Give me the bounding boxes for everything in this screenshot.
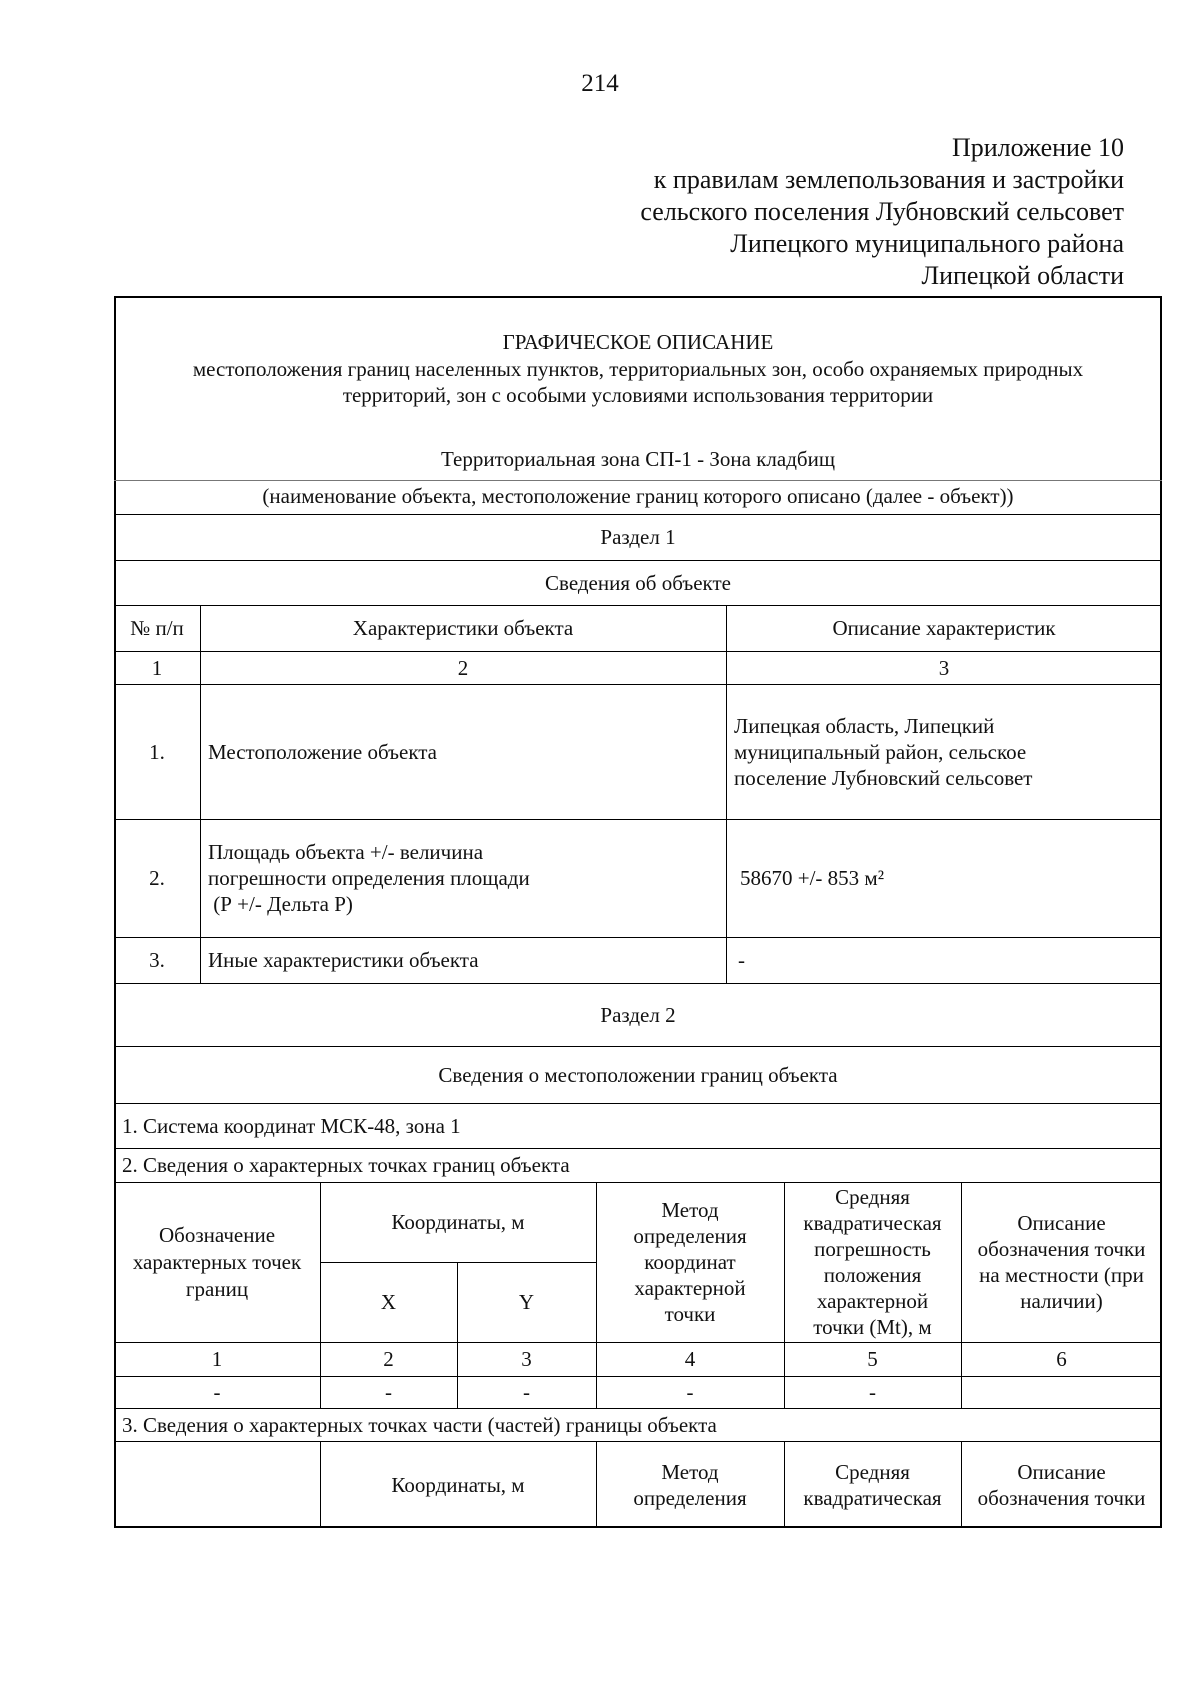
cell-line: погрешности определения площади — [208, 866, 530, 890]
object-note: (наименование объекта, местоположение границ которого описано (далее - объект)) — [262, 484, 1014, 508]
characteristic-cell — [200, 819, 726, 937]
column-number: 6 — [1056, 1347, 1067, 1371]
description-cell — [726, 937, 1162, 983]
column-number: 2 — [457, 655, 469, 680]
header-line: на местности (при — [979, 1263, 1144, 1287]
header-line: координат — [644, 1250, 736, 1274]
header-line: Метод — [661, 1198, 719, 1222]
section-subtitle: Сведения о местоположении границ объекта — [438, 1062, 838, 1087]
table-cell: - — [523, 1380, 530, 1404]
header-line: Описание — [1017, 1459, 1106, 1484]
parts-heading: 3. Сведения о характерных точках части (частей) границы объекта — [122, 1412, 717, 1437]
column-number: 3 — [521, 1347, 532, 1371]
description-cell — [726, 684, 1162, 819]
appendix-line: Липецкого муниципального района — [730, 229, 1124, 258]
row-number: 1. — [149, 739, 165, 764]
characteristic-cell — [200, 937, 726, 983]
column-header: № п/п — [130, 616, 184, 640]
cell-line: 58670 +/- 853 м² — [740, 866, 885, 890]
form-subtitle: местоположения границ населенных пунктов, территориальных зон, особо охраняемых природных — [192, 357, 1084, 381]
table-cell: - — [869, 1380, 876, 1404]
header-line: границ — [185, 1276, 249, 1301]
column-number: 4 — [684, 1347, 696, 1371]
column-header-x: X — [380, 1290, 397, 1314]
header-line: Описание — [1017, 1211, 1106, 1235]
column-header-method — [596, 1182, 784, 1342]
header-line: Обозначение — [158, 1222, 276, 1247]
form-title: ГРАФИЧЕСКОЕ ОПИСАНИЕ — [502, 330, 774, 354]
header-line: характерных точек — [132, 1249, 302, 1274]
cell-line: - — [738, 948, 745, 972]
header-line: квадратическая — [803, 1211, 942, 1235]
column-header-coordinates: Координаты, м — [391, 1210, 525, 1234]
section-title: Раздел 1 — [600, 525, 676, 549]
column-number: 5 — [867, 1347, 878, 1371]
header-line: Средняя — [835, 1459, 910, 1484]
header-line: характерной — [634, 1276, 746, 1300]
cell-line: поселение Лубновский сельсовет — [734, 765, 1033, 790]
header-line: определения — [633, 1224, 747, 1248]
section-subtitle: Сведения об объекте — [545, 570, 731, 595]
appendix-line: к правилам землепользования и застройки — [653, 165, 1124, 194]
coordinate-system: 1. Система координат МСК-48, зона 1 — [122, 1113, 461, 1138]
column-header-designation — [114, 1182, 320, 1342]
header-line: точки — [664, 1302, 716, 1326]
description-cell — [726, 819, 1162, 937]
appendix-line: Приложение 10 — [951, 133, 1124, 162]
column-header-method — [596, 1441, 784, 1528]
column-header-description — [961, 1441, 1162, 1528]
appendix-header — [640, 132, 1124, 292]
header-line: положения — [823, 1263, 922, 1287]
column-header: Описание характеристик — [832, 616, 1056, 640]
header-line: Средняя — [835, 1185, 910, 1209]
column-header-coordinates: Координаты, м — [391, 1472, 525, 1497]
header-line: обозначения точки — [977, 1485, 1146, 1510]
section-title: Раздел 2 — [600, 1002, 676, 1027]
form-subtitle: территорий, зон с особыми условиями использования территории — [342, 383, 934, 407]
header-line: погрешность — [814, 1237, 931, 1261]
cell-line: Местоположение объекта — [208, 739, 438, 764]
page-number: 214 — [581, 70, 619, 97]
column-header-y: Y — [518, 1290, 535, 1314]
header-line: точки (Mt), м — [813, 1315, 932, 1339]
header-line: определения — [633, 1485, 747, 1510]
cell-line: муниципальный район, сельское — [734, 739, 1027, 764]
points-heading: 2. Сведения о характерных точках границ объекта — [122, 1153, 570, 1177]
table-cell: - — [385, 1380, 392, 1404]
column-header-description — [961, 1182, 1162, 1342]
cell-line: Липецкая область, Липецкий — [734, 713, 995, 738]
object-name: Территориальная зона СП-1 - Зона кладбищ — [440, 447, 835, 471]
column-header: Характеристики объекта — [352, 616, 574, 640]
table-cell — [961, 1376, 1162, 1408]
row-number: 3. — [149, 948, 165, 972]
header-line: Метод — [661, 1459, 719, 1484]
row-number: 2. — [149, 866, 165, 890]
header-line: наличии) — [1020, 1289, 1103, 1313]
column-header-error — [784, 1441, 961, 1528]
table-cell: - — [686, 1380, 694, 1404]
column-number: 1 — [211, 1347, 223, 1371]
cell-line: Иные характеристики объекта — [208, 948, 479, 972]
column-number: 1 — [151, 655, 163, 680]
appendix-line: сельского поселения Лубновский сельсовет — [640, 197, 1124, 226]
cell-line: (Р +/- Дельта Р) — [208, 892, 353, 916]
characteristic-cell — [200, 684, 726, 819]
appendix-line: Липецкой области — [921, 261, 1124, 290]
table-cell: - — [213, 1380, 221, 1404]
header-line: характерной — [816, 1289, 929, 1313]
header-line: обозначения точки — [977, 1237, 1146, 1261]
column-header-error — [784, 1182, 961, 1342]
column-number: 2 — [383, 1347, 394, 1371]
divider — [114, 480, 1162, 481]
cell-line: Площадь объекта +/- величина — [208, 840, 484, 864]
header-line: квадратическая — [803, 1485, 942, 1510]
column-number: 3 — [938, 655, 950, 680]
